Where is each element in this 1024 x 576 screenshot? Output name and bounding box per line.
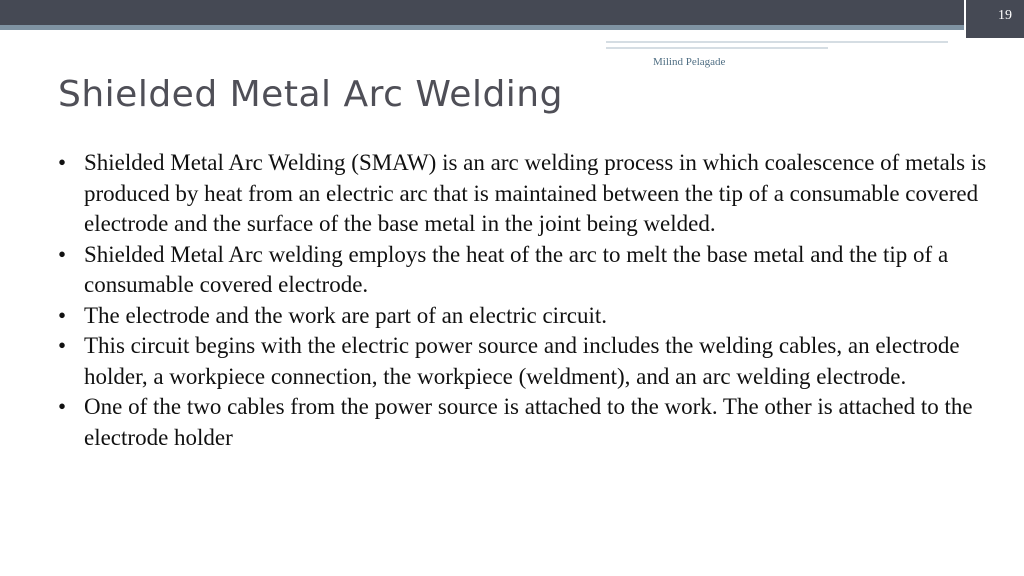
page-number-box	[964, 0, 1024, 38]
bullet-text: One of the two cables from the power source is attached to the work. The other is attached to the electrode holder	[84, 394, 973, 450]
bullet-item	[58, 301, 998, 332]
bullet-text: The electrode and the work are part of an electric circuit.	[84, 302, 607, 328]
decorative-rule	[606, 41, 948, 43]
bullet-item	[58, 331, 998, 392]
bullet-icon: •	[58, 394, 67, 419]
bullet-icon: •	[58, 302, 67, 328]
slide-title: Shielded Metal Arc Welding	[58, 74, 563, 115]
bullet-item	[58, 148, 998, 240]
bullet-icon: •	[58, 333, 67, 358]
bullet-item	[58, 240, 998, 301]
bullet-item	[58, 392, 998, 453]
bullet-text: This circuit begins with the electric power source and includes the welding cables, an electrode holder, a workpiece connection, the workpiece (weldment), and an arc welding electrode.	[84, 333, 960, 389]
author-name: Milind Pelagade	[653, 56, 726, 68]
bullet-text: Shielded Metal Arc Welding (SMAW) is an arc welding process in which coalescence of metals is produced by heat from an electric arc that is maintained between the tip of a consumable covered electrode and the surface of the base metal in the joint being welded.	[84, 150, 987, 236]
bullet-icon: •	[58, 241, 67, 267]
header-band	[0, 0, 1024, 25]
page-number: 19	[998, 8, 1012, 23]
bullet-list	[58, 148, 998, 453]
decorative-rule	[606, 47, 828, 49]
bullet-icon: •	[58, 150, 67, 175]
header-light-stripe	[0, 30, 965, 37]
bullet-text: Shielded Metal Arc welding employs the heat of the arc to melt the base metal and the tip of a consumable covered electrode.	[84, 241, 949, 297]
